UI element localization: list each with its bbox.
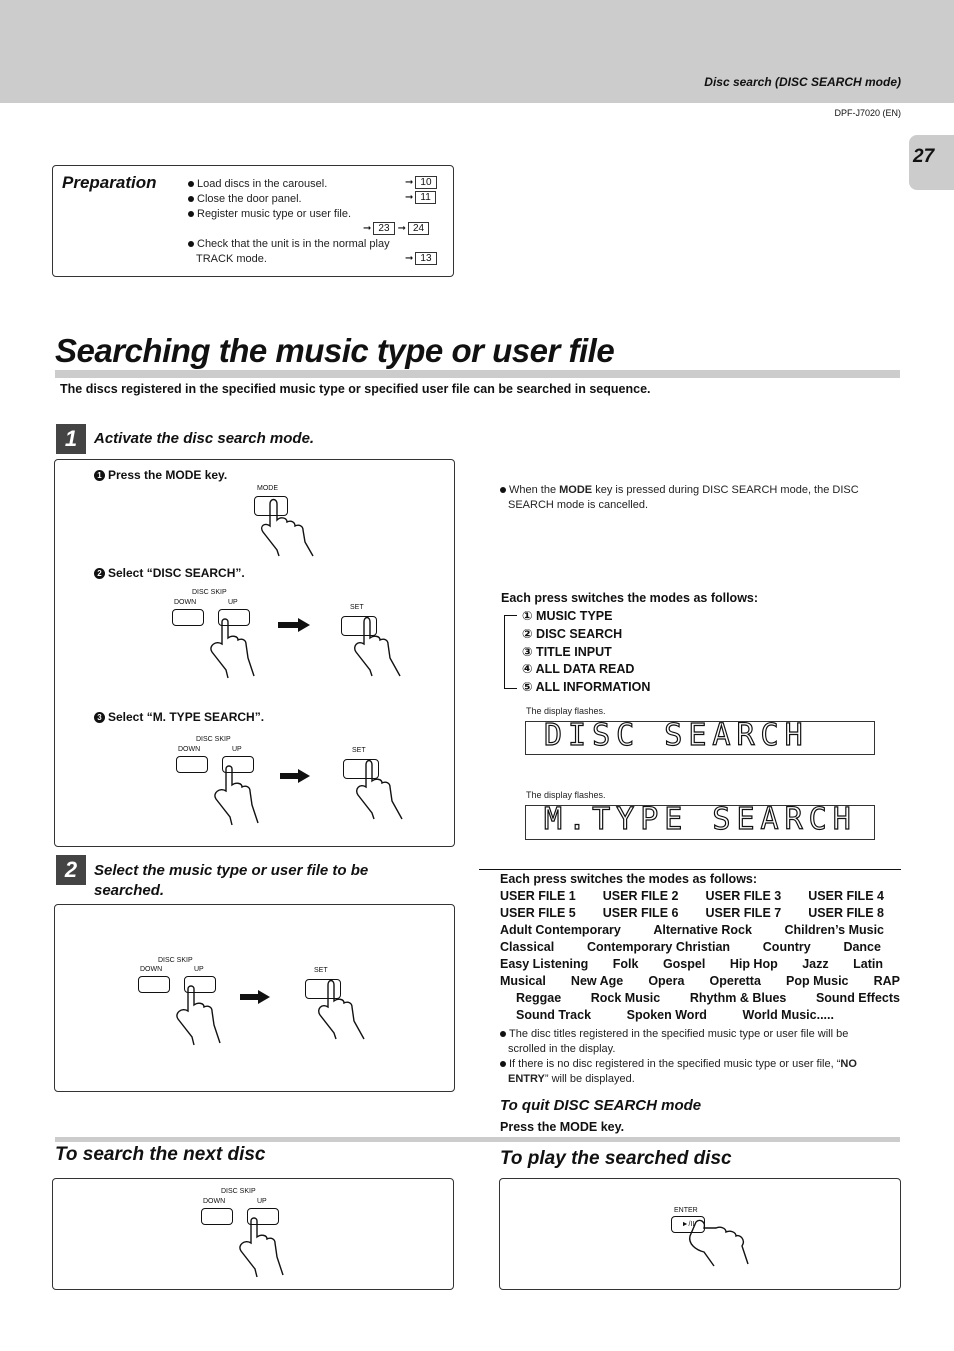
hand-press-icon	[686, 1218, 756, 1268]
mode-note-cont: SEARCH mode is cancelled.	[508, 499, 649, 511]
up-label: UP	[194, 966, 204, 973]
step-1-badge: 1	[56, 424, 86, 454]
modes-heading: Each press switches the modes as follows:	[501, 591, 759, 605]
page-number: 27	[913, 146, 935, 167]
mode-item: ④ ALL DATA READ	[522, 662, 635, 676]
step-2-title: Select the music type or user file to be	[94, 862, 369, 879]
hand-press-icon	[314, 979, 374, 1041]
bullet-icon	[188, 181, 194, 187]
arrow-right-icon	[298, 769, 310, 783]
set-label: SET	[352, 747, 366, 754]
next-disc-title: To search the next disc	[55, 1144, 266, 1165]
quit-title: To quit DISC SEARCH mode	[500, 1097, 702, 1114]
page-ref: ➞ 13	[405, 252, 437, 265]
file-row: Classical Contemporary Christian Country Dance	[500, 940, 881, 954]
down-label: DOWN	[203, 1198, 226, 1205]
display-text: DISC SEARCH	[544, 718, 809, 753]
file-row: Adult Contemporary Alternative Rock Children’s Music	[500, 923, 884, 937]
file-row: Easy Listening Folk Gospel Hip Hop Jazz Latin	[500, 957, 883, 971]
disc-skip-label: DISC SKIP	[192, 589, 227, 596]
arrow-right-icon	[258, 990, 270, 1004]
substep-3: 3 Select “M. TYPE SEARCH”.	[94, 710, 264, 724]
hand-press-icon	[229, 1217, 289, 1279]
hand-press-icon	[200, 618, 260, 680]
arrow-icon: ➞	[397, 223, 406, 234]
hand-press-icon	[204, 765, 264, 827]
arrow-icon: ➞	[405, 177, 414, 188]
bullet-icon	[500, 1031, 506, 1037]
file-row: Sound Track Spoken Word World Music.....	[516, 1008, 834, 1022]
section-divider	[55, 1137, 900, 1142]
page-ref: ➞ 10	[405, 176, 437, 189]
no-entry-note-cont: ENTRY” will be displayed.	[508, 1073, 635, 1085]
disc-skip-label: DISC SKIP	[158, 957, 193, 964]
arrow-right-icon	[298, 618, 310, 632]
scroll-note-cont: scrolled in the display.	[508, 1043, 616, 1055]
prep-item: Close the door panel.	[188, 193, 302, 205]
file-row: USER FILE 1 USER FILE 2 USER FILE 3 USER FILE 4	[500, 889, 884, 903]
cycle-bracket	[504, 615, 517, 689]
hand-press-icon	[352, 759, 412, 821]
hand-press-icon	[255, 496, 325, 558]
mode-item: ① MUSIC TYPE	[522, 609, 613, 623]
preparation-title: Preparation	[62, 173, 157, 192]
prep-item: Check that the unit is in the normal play	[188, 238, 446, 250]
prep-item: Load discs in the carousel.	[188, 178, 327, 190]
mode-item: ③ TITLE INPUT	[522, 645, 612, 659]
arrow-right-icon	[278, 622, 300, 628]
quit-text: Press the MODE key.	[500, 1120, 625, 1134]
section-title: Disc search (DISC SEARCH mode)	[704, 75, 901, 89]
mode-item: ⑤ ALL INFORMATION	[522, 680, 651, 694]
page-subtitle: The discs registered in the specified music type or specified user file can be searched in sequence.	[60, 382, 651, 396]
file-row: USER FILE 5 USER FILE 6 USER FILE 7 USER FILE 8	[500, 906, 884, 920]
arrow-right-icon	[280, 773, 300, 779]
no-entry-note: If there is no disc registered in the specified music type or user file, “NO	[500, 1057, 857, 1072]
page-ref: ➞ 11	[405, 191, 436, 204]
enter-label: ENTER	[674, 1207, 698, 1214]
mode-item: ② DISC SEARCH	[522, 627, 623, 641]
down-label: DOWN	[178, 746, 201, 753]
display-flash-label: The display flashes.	[526, 706, 606, 716]
bullet-icon	[188, 241, 194, 247]
set-label: SET	[314, 967, 328, 974]
arrow-icon: ➞	[405, 253, 414, 264]
hand-press-icon	[166, 985, 226, 1047]
file-row: Reggae Rock Music Rhythm & Blues Sound Effects	[516, 991, 900, 1005]
bullet-icon	[500, 487, 506, 493]
mode-note: When the MODE key is pressed during DISC SEARCH mode, the DISC	[500, 483, 859, 498]
down-label: DOWN	[140, 966, 163, 973]
substep-2: 2 Select “DISC SEARCH”.	[94, 566, 245, 580]
display-flash-label: The display flashes.	[526, 790, 606, 800]
disc-skip-label: DISC SKIP	[196, 736, 231, 743]
hand-press-icon	[350, 616, 410, 678]
enter-key[interactable]: ►/II	[671, 1216, 705, 1233]
display-text: M.TYPE SEARCH	[544, 802, 857, 837]
model-number: DPF-J7020 (EN)	[834, 108, 901, 118]
up-label: UP	[232, 746, 242, 753]
divider	[479, 869, 901, 870]
page-title: Searching the music type or user file	[55, 332, 615, 369]
files-heading: Each press switches the modes as follows:	[500, 872, 758, 886]
arrow-icon: ➞	[405, 192, 414, 203]
play-disc-title: To play the searched disc	[500, 1148, 732, 1169]
scroll-note: The disc titles registered in the specified music type or user file will be	[500, 1027, 848, 1042]
bullet-icon	[500, 1061, 506, 1067]
arrow-icon: ➞	[363, 223, 372, 234]
disc-skip-label: DISC SKIP	[221, 1188, 256, 1195]
set-label: SET	[350, 604, 364, 611]
bullet-icon	[188, 196, 194, 202]
file-row: Musical New Age Opera Operetta Pop Music RAP	[500, 974, 900, 988]
step-2-title-cont: searched.	[94, 882, 165, 899]
bullet-icon	[188, 211, 194, 217]
arrow-right-icon	[240, 994, 260, 1000]
page-ref: ➞ 23 ➞ 24	[363, 222, 429, 235]
down-label: DOWN	[174, 599, 197, 606]
prep-item-cont: TRACK mode.	[196, 253, 267, 265]
substep-1: 1 Press the MODE key.	[94, 468, 227, 482]
step-2-badge: 2	[56, 855, 86, 885]
title-underline	[55, 370, 900, 378]
step-1-title: Activate the disc search mode.	[94, 430, 315, 447]
mode-label: MODE	[257, 485, 278, 492]
up-label: UP	[228, 599, 238, 606]
up-label: UP	[257, 1198, 267, 1205]
prep-item: Register music type or user file.	[188, 208, 351, 220]
